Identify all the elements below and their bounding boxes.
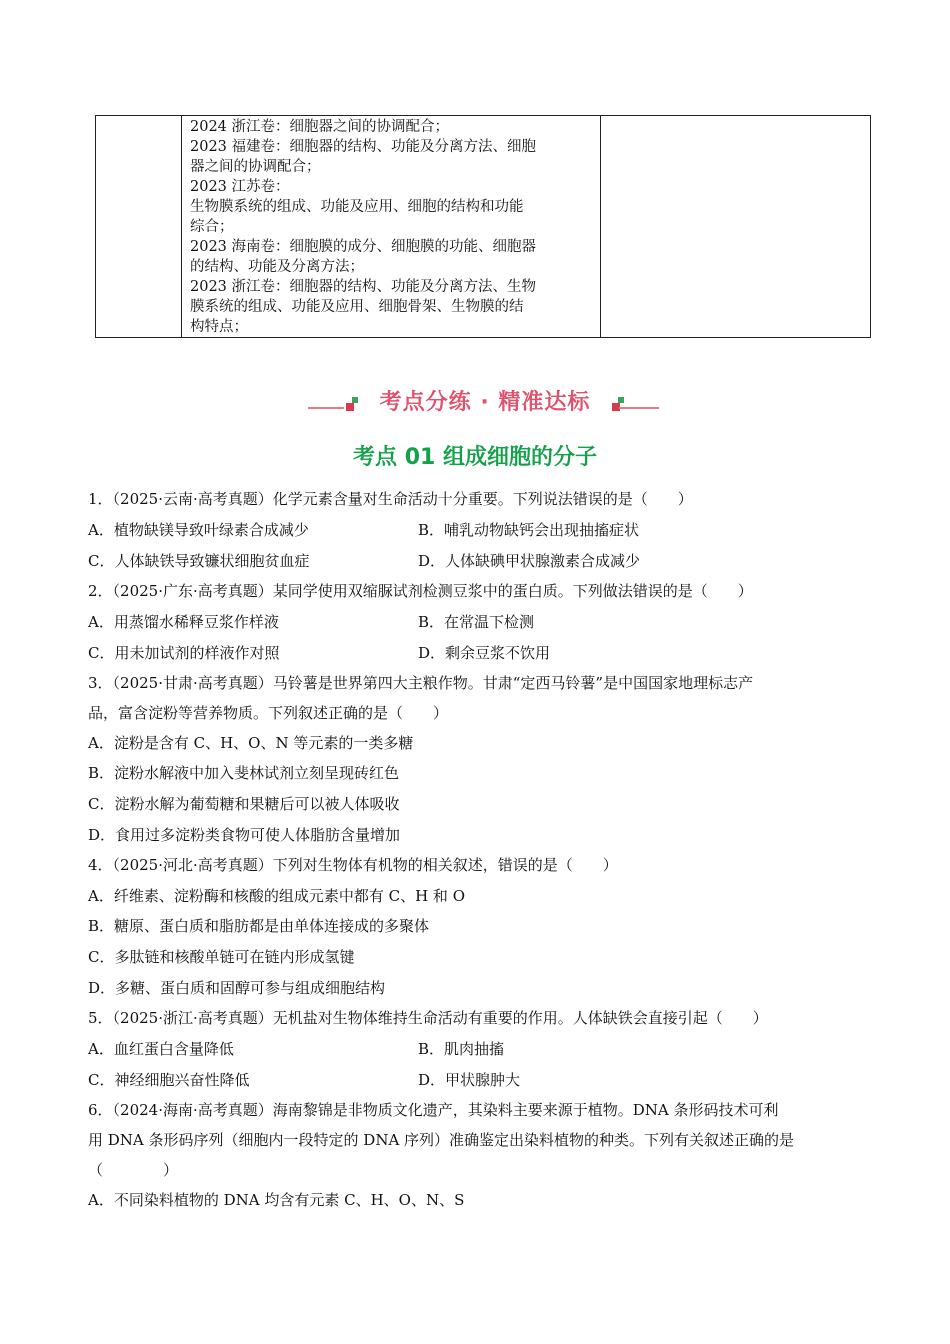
option-b: B．肌肉抽搐 xyxy=(418,1040,505,1058)
question-stem: 4．（2025·河北·高考真题）下列对生物体有机物的相关叙述，错误的是（ ） xyxy=(88,856,618,874)
exam-line: 2023 江苏卷： xyxy=(190,179,290,195)
section-title: 考点 01 组成细胞的分子 xyxy=(353,445,597,470)
question-stem-cont: 品，富含淀粉等营养物质。下列叙述正确的是（ ） xyxy=(88,704,449,722)
option-a: A．用蒸馏水稀释豆浆作样液 xyxy=(88,613,279,631)
table-cell-exam-list xyxy=(182,116,601,338)
exam-line: 的结构、功能及分离方法； xyxy=(190,259,364,275)
question-stem: 6．（2024·海南·高考真题）海南黎锦是非物质文化遗产，其染料主要来源于植物。DNA 条形码技术可利 xyxy=(88,1101,779,1119)
banner-square-icon xyxy=(618,397,624,403)
answer-bracket: （ ） xyxy=(88,1161,179,1179)
question-stem: 2．（2025·广东·高考真题）某同学使用双缩脲试剂检测豆浆中的蛋白质。下列做法错误的是（ ） xyxy=(88,582,753,600)
option-c: C．人体缺铁导致镰状细胞贫血症 xyxy=(88,552,310,570)
table-row xyxy=(96,116,871,338)
exam-line: 膜系统的组成、功能及应用、细胞骨架、生物膜的结 xyxy=(190,299,524,315)
exam-line: 构特点； xyxy=(190,319,248,335)
option-a: A．不同染料植物的 DNA 均含有元素 C、H、O、N、S xyxy=(88,1191,465,1209)
option-b: B．在常温下检测 xyxy=(418,613,535,631)
option-d: D．多糖、蛋白质和固醇可参与组成细胞结构 xyxy=(88,979,386,997)
question-stem: 3．（2025·甘肃·高考真题）马铃薯是世界第四大主粮作物。甘肃“定西马铃薯”是中国国家地理标志产 xyxy=(88,674,754,692)
question-stem-cont: 用 DNA 条形码序列（细胞内一段特定的 DNA 序列）准确鉴定出染料植物的种类。下列有关叙述正确的是 xyxy=(88,1131,795,1149)
exam-line: 器之间的协调配合； xyxy=(190,159,321,175)
banner-title: 考点分练 · 精准达标 xyxy=(379,390,591,415)
exam-line: 2023 福建卷：细胞器的结构、功能及分离方法、细胞 xyxy=(190,139,537,155)
option-a: A．血红蛋白含量降低 xyxy=(88,1040,234,1058)
option-b: B．糖原、蛋白质和脂肪都是由单体连接成的多聚体 xyxy=(88,917,430,935)
exam-table xyxy=(95,115,871,338)
option-c: C．多肽链和核酸单链可在链内形成氢键 xyxy=(88,948,355,966)
option-d: D．食用过多淀粉类食物可使人体脂肪含量增加 xyxy=(88,826,401,844)
option-d: D．人体缺碘甲状腺激素合成减少 xyxy=(418,552,641,570)
question-stem: 5．（2025·浙江·高考真题）无机盐对生物体维持生命活动有重要的作用。人体缺铁会直接引起（ ） xyxy=(88,1009,768,1027)
option-a: A．淀粉是含有 C、H、O、N 等元素的一类多糖 xyxy=(88,734,414,752)
section-banner xyxy=(300,383,665,427)
exam-line: 2023 海南卷：细胞膜的成分、细胞膜的功能、细胞器 xyxy=(190,239,537,255)
option-b: B．哺乳动物缺钙会出现抽搐症状 xyxy=(418,521,640,539)
exam-line: 2023 浙江卷：细胞器的结构、功能及分离方法、生物 xyxy=(190,279,537,295)
option-c: C．淀粉水解为葡萄糖和果糖后可以被人体吸收 xyxy=(88,795,400,813)
banner-square-icon xyxy=(346,403,354,411)
table-cell-empty-left xyxy=(96,116,182,338)
banner-square-icon xyxy=(352,397,358,403)
option-c: C．用未加试剂的样液作对照 xyxy=(88,644,280,662)
exam-line: 综合； xyxy=(190,219,234,235)
option-b: B．淀粉水解液中加入斐林试剂立刻呈现砖红色 xyxy=(88,764,400,782)
table-cell-empty-right xyxy=(601,116,871,338)
option-d: D．剩余豆浆不饮用 xyxy=(418,644,551,662)
option-a: A．植物缺镁导致叶绿素合成减少 xyxy=(88,521,309,539)
option-c: C．神经细胞兴奋性降低 xyxy=(88,1071,250,1089)
option-a: A．纤维素、淀粉酶和核酸的组成元素中都有 C、H 和 O xyxy=(88,887,465,905)
question-stem: 1．（2025·云南·高考真题）化学元素含量对生命活动十分重要。下列说法错误的是（ ） xyxy=(88,490,693,508)
exam-line: 生物膜系统的组成、功能及应用、细胞的结构和功能 xyxy=(190,199,524,215)
banner-left-rule xyxy=(308,407,344,409)
exam-line: 2024 浙江卷：细胞器之间的协调配合； xyxy=(190,119,450,135)
banner-right-rule xyxy=(619,407,659,409)
option-d: D．甲状腺肿大 xyxy=(418,1071,521,1089)
